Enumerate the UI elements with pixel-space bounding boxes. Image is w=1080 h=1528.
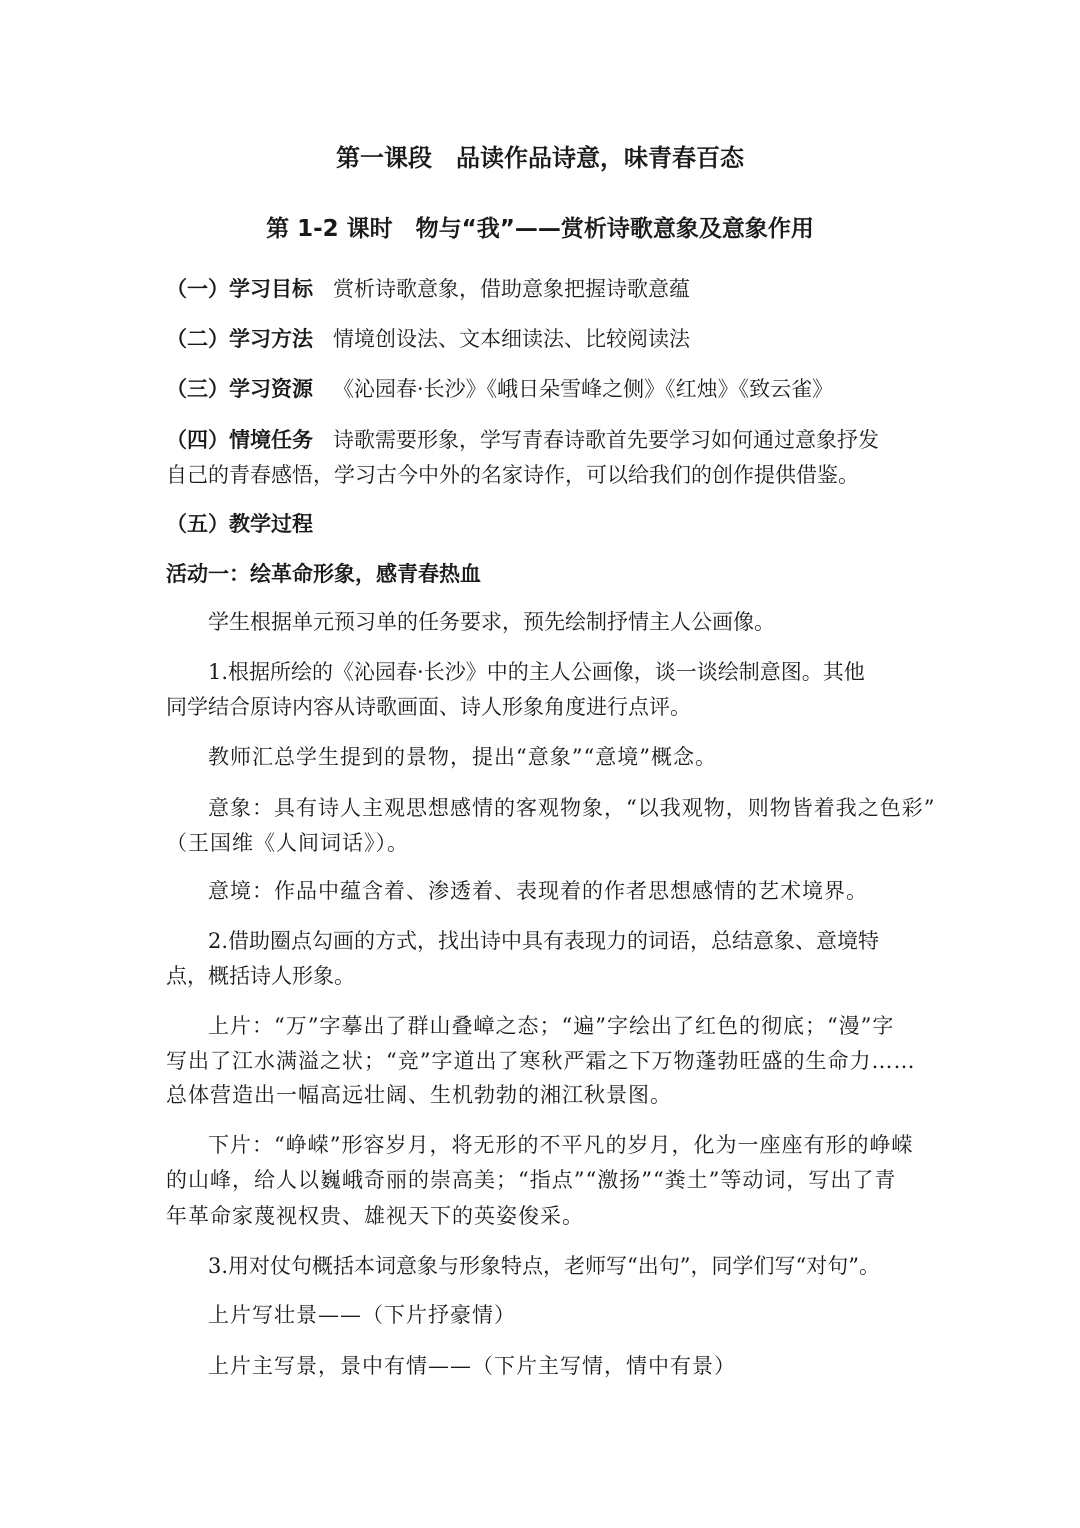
paragraph: 3.用对仗句概括本词意象与形象特点，老师写“出句”，同学们写“对句”。	[208, 1254, 880, 1278]
item-situation-task	[166, 425, 879, 455]
item-learning-goal	[166, 274, 690, 304]
activity-heading: 活动一：绘革命形象，感青春热血	[166, 562, 481, 586]
paragraph: 上片主写景，景中有情——（下片主写情，情中有景）	[208, 1354, 736, 1378]
paragraph: 2.借助圈点勾画的方式，找出诗中具有表现力的词语，总结意象、意境特	[208, 929, 880, 953]
item-text: 情境创设法、文本细读法、比较阅读法	[333, 327, 690, 351]
item-text: 《沁园春·长沙》《峨日朵雪峰之侧》《红烛》《致云雀》	[333, 377, 834, 401]
paragraph: 意境：作品中蕴含着、渗透着、表现着的作者思想感情的艺术境界。	[208, 879, 868, 903]
paragraph-cont: 同学结合原诗内容从诗歌画面、诗人形象角度进行点评。	[166, 695, 691, 719]
paragraph-cont: 点，概括诗人形象。	[166, 964, 355, 988]
paragraph-cont: 年革命家蔑视权贵、雄视天下的英姿俊采。	[166, 1204, 584, 1228]
item-label: （四）情境任务	[166, 428, 313, 452]
paragraph: 意象：具有诗人主观思想感情的客观物象，“以我观物，则物皆着我之色彩”	[208, 796, 936, 820]
item-situation-task-cont: 自己的青春感悟，学习古今中外的名家诗作，可以给我们的创作提供借鉴。	[166, 463, 859, 487]
item-text: 诗歌需要形象，学写青春诗歌首先要学习如何通过意象抒发	[333, 428, 879, 452]
section-title: 第一课段 品读作品诗意，味青春百态	[336, 144, 744, 172]
paragraph-cont: 的山峰，给人以巍峨奇丽的崇高美；“指点”“激扬”“粪土”等动词，写出了青	[166, 1168, 897, 1192]
item-learning-method	[166, 324, 690, 354]
item-label: （一）学习目标	[166, 277, 313, 301]
process-heading: （五）教学过程	[166, 512, 313, 536]
paragraph-cont: 总体营造出一幅高远壮阔、生机勃勃的湘江秋景图。	[166, 1083, 672, 1107]
item-label: （二）学习方法	[166, 327, 313, 351]
paragraph: 上片：“万”字摹出了群山叠嶂之态；“遍”字绘出了红色的彻底；“漫”字	[208, 1014, 895, 1038]
paragraph-cont: 写出了江水满溢之状；“竞”字道出了寒秋严霜之下万物蓬勃旺盛的生命力……	[166, 1049, 916, 1073]
lesson-title: 第 1-2 课时 物与“我”——赏析诗歌意象及意象作用	[266, 216, 814, 242]
paragraph: 上片写壮景——（下片抒豪情）	[208, 1303, 516, 1327]
item-learning-resources	[166, 374, 833, 404]
paragraph: 教师汇总学生提到的景物，提出“意象”“意境”概念。	[208, 745, 717, 769]
paragraph: 学生根据单元预习单的任务要求，预先绘制抒情主人公画像。	[208, 610, 775, 634]
item-label: （三）学习资源	[166, 377, 313, 401]
paragraph: 下片：“峥嵘”形容岁月，将无形的不平凡的岁月，化为一座座有形的峥嵘	[208, 1133, 914, 1157]
item-text: 赏析诗歌意象，借助意象把握诗歌意蕴	[333, 277, 690, 301]
paragraph-cont: （王国维《人间词话》）。	[166, 831, 409, 855]
paragraph: 1.根据所绘的《沁园春·长沙》中的主人公画像，谈一谈绘制意图。其他	[208, 660, 865, 684]
